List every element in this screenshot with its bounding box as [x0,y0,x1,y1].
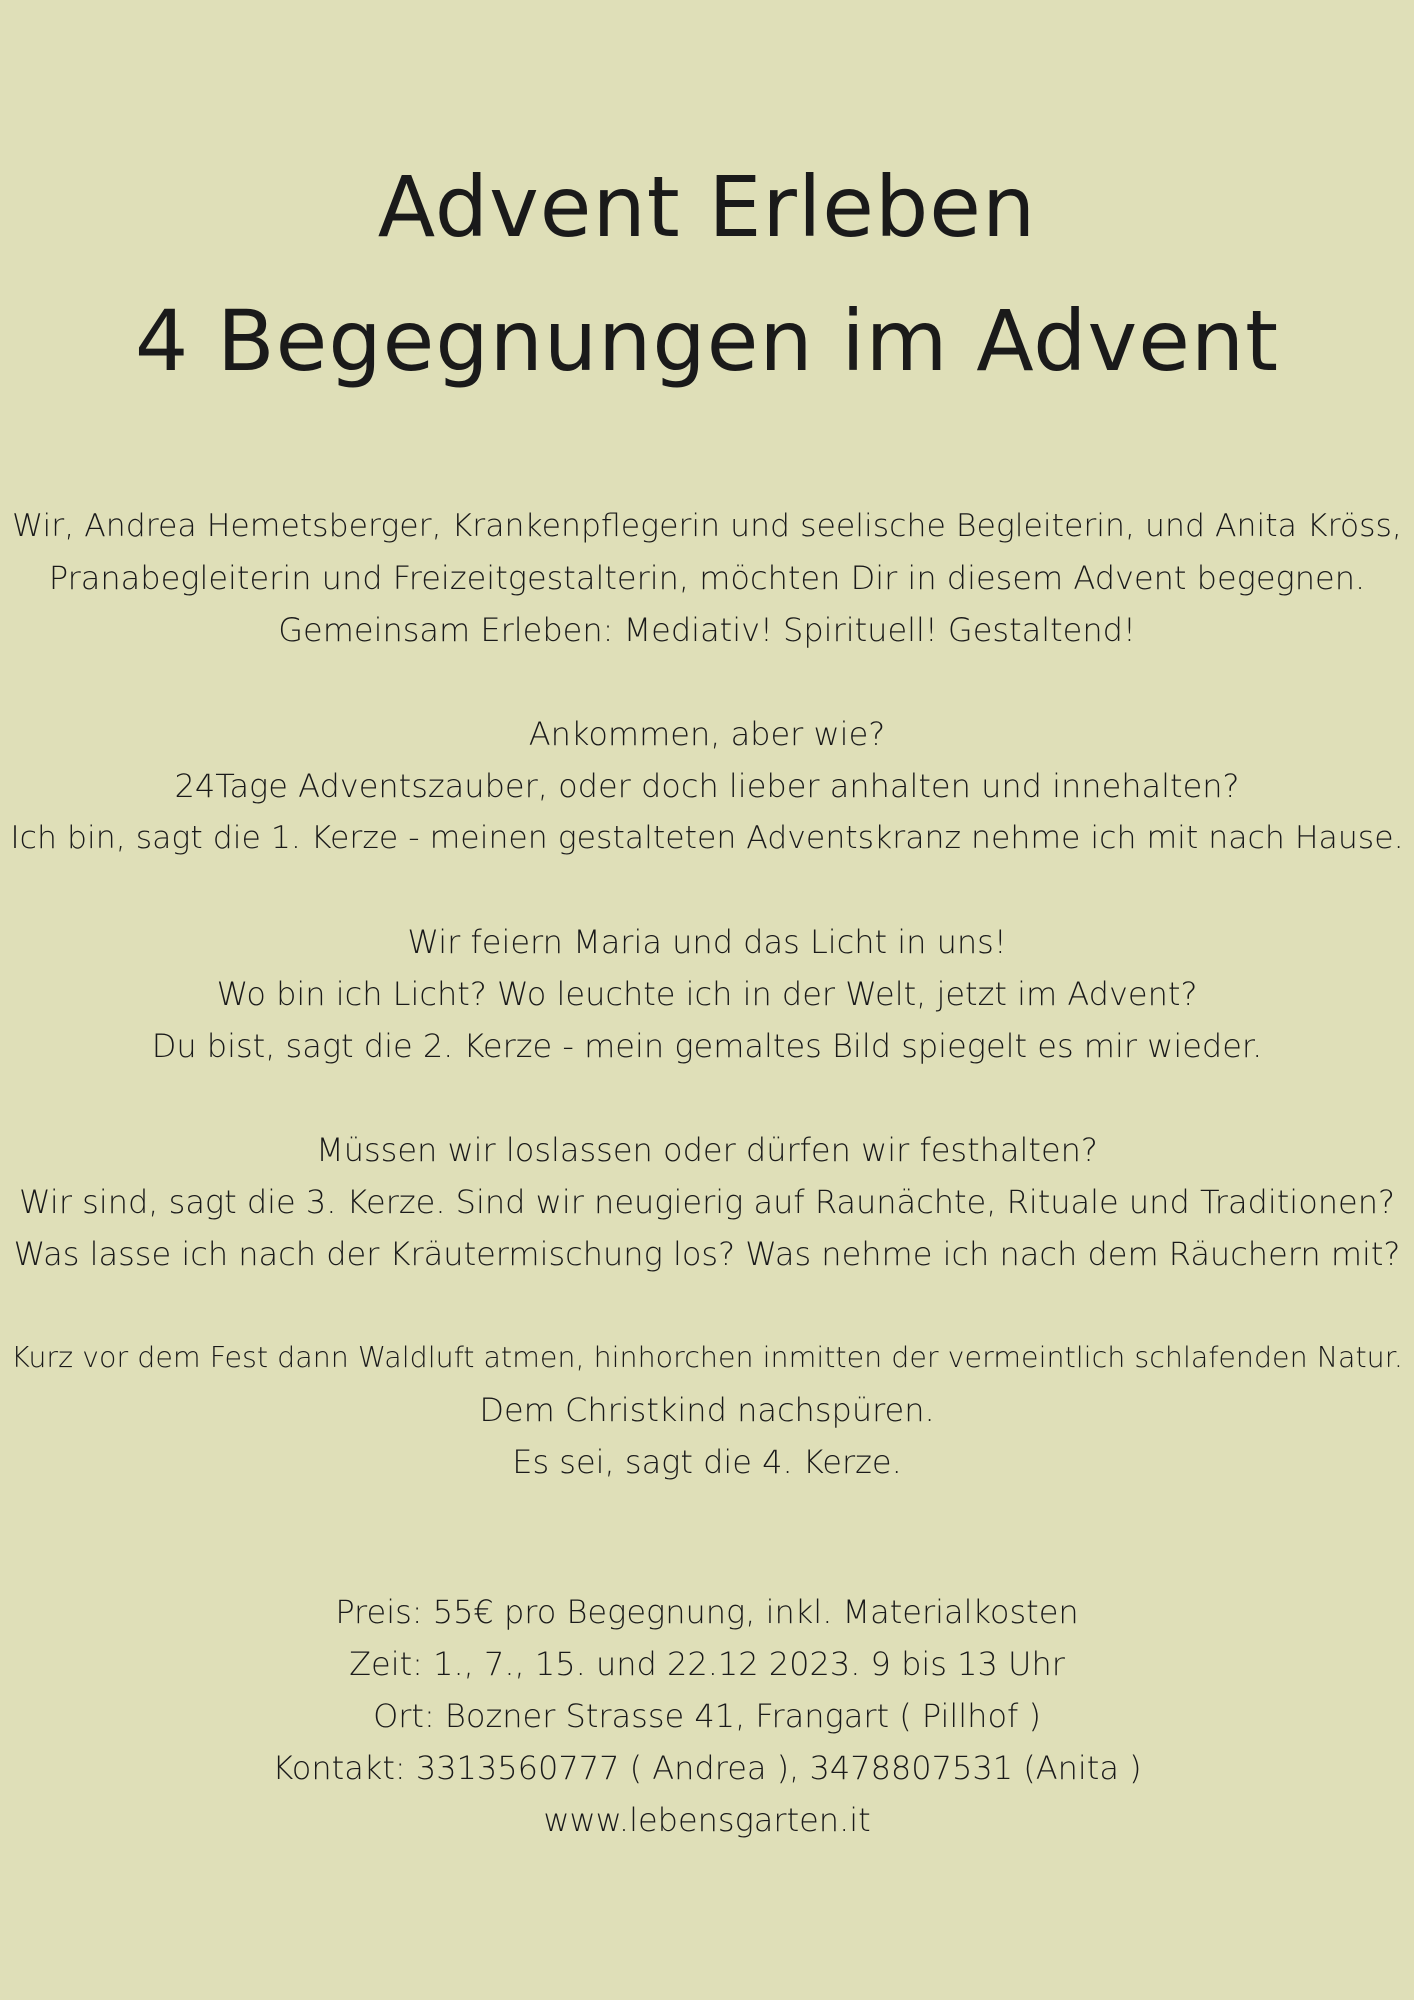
text-line: Ankommen, aber wie? [528,715,886,753]
text-line: Kurz vor dem Fest dann Waldluft atmen, hinhorchen inmitten der vermeintlich schlafenden Natur. [11,1341,1403,1374]
paragraph-candle-3 [0,1124,1414,1280]
page-subtitle: 4 Begegnungen im Advent [134,292,1280,390]
text-line: Es sei, sagt die 4. Kerze. [512,1443,902,1481]
text-line: Wir sind, sagt die 3. Kerze. Sind wir neugierig auf Raunächte, Rituale und Traditionen? [18,1183,1395,1221]
contact-info: Kontakt: 3313560777 ( Andrea ), 3478807531 (Anita ) [272,1749,1142,1787]
text-line: 24Tage Adventszauber, oder doch lieber anhalten und innehalten? [174,767,1240,805]
text-line: Dem Christkind nachspüren. [479,1391,935,1429]
website-link[interactable]: www.lebensgarten.it [543,1801,871,1839]
text-line: Wir, Andrea Hemetsberger, Krankenpflegerin und seelische Begleiterin, und Anita Kröss, [12,508,1402,544]
place-info: Ort: Bozner Strasse 41, Frangart ( Pillhof ) [373,1697,1041,1735]
text-line: Pranabegleiterin und Freizeitgestalterin, möchten Dir in diesem Advent begegnen. [48,559,1366,597]
title-block [0,140,1414,408]
body-text [0,500,1414,1540]
paragraph-candle-4 [0,1332,1414,1488]
event-info [0,1586,1414,1846]
paragraph-candle-2 [0,916,1414,1072]
text-line: Gemeinsam Erleben: Mediativ! Spirituell! Gestaltend! [278,611,1136,649]
paragraph-candle-1 [0,708,1414,864]
page-title: Advent Erleben [377,158,1037,256]
text-line: Wo bin ich Licht? Wo leuchte ich in der Welt, jetzt im Advent? [216,975,1198,1013]
paragraph-intro [0,500,1414,656]
text-line: Was lasse ich nach der Kräutermischung los? Was nehme ich nach dem Räuchern mit? [13,1235,1401,1273]
text-line: Müssen wir loslassen oder dürfen wir festhalten? [316,1131,1098,1169]
text-line: Ich bin, sagt die 1. Kerze - meinen gestalteten Adventskranz nehme ich mit nach Hause. [10,820,1404,856]
text-line: Du bist, sagt die 2. Kerze - mein gemaltes Bild spiegelt es mir wieder. [151,1027,1263,1065]
time-info: Zeit: 1., 7., 15. und 22.12 2023. 9 bis 13 Uhr [349,1645,1065,1683]
price-info: Preis: 55€ pro Begegnung, inkl. Materialkosten [335,1593,1079,1631]
text-line: Wir feiern Maria und das Licht in uns! [407,923,1007,961]
